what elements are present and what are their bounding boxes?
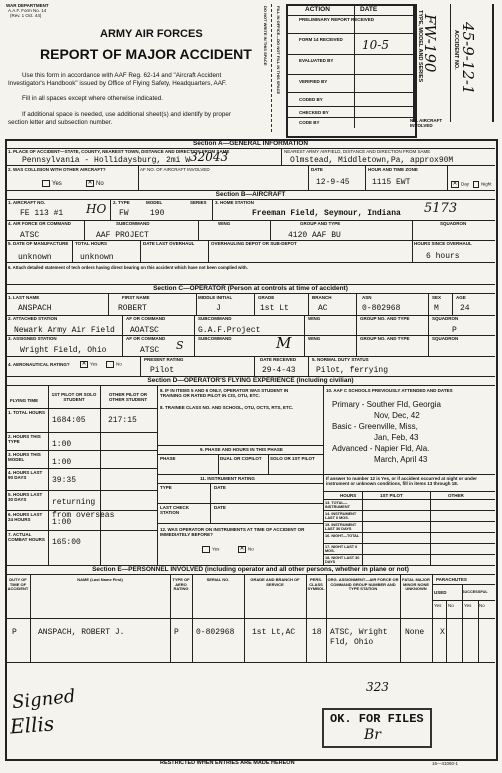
parachute-success-no: No [479,603,485,608]
school-entry: Jan, Feb, 43 [374,433,419,442]
branch-value: AC [318,304,328,313]
grade-value: 1st Lt [260,304,289,313]
night-option [471,181,492,188]
accident-date-value: 12-9-45 [316,178,350,187]
action-row-form14: FORM 14 RECEIVED [299,37,343,42]
age-value: 24 [460,304,470,313]
middle-initial-value: J [216,304,221,313]
handwritten-ho: HO [86,202,107,216]
footer-code: 16—41060-1 [432,761,459,766]
last-name-value: ANSPACH [18,304,52,313]
date-label: DATE [311,167,323,172]
model-value: 190 [150,209,165,218]
air-force-value: ATSC [20,231,40,240]
sex-value: M [434,304,439,313]
parachute-used-yes: Yes [434,603,442,608]
personnel-col-header: PERS. CLASS SYMBOL [307,577,325,592]
section-d-heading: Section D—OPERATOR'S FLYING EXPERIENCE (Including civilian) [147,377,354,384]
date-col-header: DATE [360,6,378,13]
form-title: REPORT OF MAJOR ACCIDENT [40,46,252,62]
q12-no [236,546,254,553]
attached-squadron-value: P [452,326,457,335]
personnel-duty: P [12,628,17,637]
present-rating-value: Pilot [150,366,175,375]
hours-since-overhaul-value: 6 hours [426,252,460,261]
q11-label: 11. INSTRUMENT RATING [200,476,255,481]
place-of-accident-value: Pennsylvania - Hollidaysburg, 2mi W [22,156,191,165]
personnel-col-header: FATAL MAJOR MINOR NONE UNKNOWN [402,577,430,592]
flying-row-label: 3. HOURS THIS MODEL [8,452,41,462]
handwritten-type-model: FW-190 [421,14,439,73]
home-station-label: 3. HOME STATION [215,200,254,205]
school-entry: Nov, Dec, 42 [374,411,420,420]
home-station-value: Freeman Field, Seymour, Indiana [252,209,401,218]
date-manufacture-label: 5. DATE OF MANUFACTURE [8,241,69,246]
flying-row-label: 4. HOURS LAST 90 DAYS [8,470,43,480]
other-pilot-header: OTHER PILOT OR OTHER STUDENT [108,392,148,402]
q12-label: 12. WAS OPERATOR ON INSTRUMENTS AT TIME OF ACCIDENT OR IMMEDIATELY BEFORE? [160,527,305,537]
section-b-heading: Section B—AIRCRAFT [215,191,286,198]
aero-rating-no [104,361,122,368]
q12-yes-label: Yes [212,546,220,552]
attached-station-value: Newark Army Air Field [14,326,115,335]
q13-other-label: OTHER [448,493,464,498]
action-row-checked: CHECKED BY [299,110,329,115]
grade-label: GRADE [258,295,275,300]
instruction-5: section letter and subsection number. [8,119,113,126]
section-a-heading: Section A—GENERAL INFORMATION [192,140,309,147]
q11-check-date-label: DATE [214,505,226,510]
attached-af-label: AF OR COMMAND [126,316,166,321]
series-label: SERIES [190,200,207,205]
assigned-wing-label: WING [308,336,321,341]
night-label: Night [481,181,492,187]
air-force-label: 4. AIR FORCE OR COMMAND [8,221,71,226]
attached-af-value: AOATSC [130,326,159,335]
q9-label: 9. PHASE AND HOURS IN THIS PHASE [200,447,283,452]
attached-subcommand-label: SUBCOMMAND [198,316,232,321]
instrument-night-row-label: 16. NIGHT—TOTAL [325,534,360,538]
office-note: FILL IN OFFICE—DO NOT FILL IN THIS SPACE [276,6,281,95]
personnel-col-header: NAME (Last Name First) [77,577,123,582]
collision-yes [40,180,62,188]
squadron-label: SQUADRON [440,221,467,226]
first-name-label: FIRST NAME [122,295,150,300]
dept-label: WAR DEPARTMENT [6,3,49,8]
org-title: ARMY AIR FORCES [100,28,203,40]
personnel-org-2: Fld, Ohio [330,638,374,647]
collision-no-label: No [96,181,104,188]
instrument-night-row-label: 14. INSTRUMENT LAST 6 MOS. [325,512,357,520]
action-row-evaluated: EVALUATED BY [299,58,334,63]
asn-label: ASN [362,295,372,300]
date-manufacture-value: unknown [18,253,52,262]
instrument-night-row-label: 13. TOTAL—INSTRUMENT [325,501,350,509]
q10-label: 10. AAF C SCHOOLS PREVIOUSLY ATTENDED AND DATES [326,388,453,393]
handwritten-mark-m: M [276,334,292,352]
flying-row-first-pilot: 1:00 [52,518,72,527]
section-c-heading: Section C—OPERATOR (Person at controls at time of accident) [153,285,348,292]
assigned-af-label: AF OR COMMAND [126,336,166,341]
ok-for-files-stamp [322,708,432,748]
restricted-footer: RESTRICTED WHEN ENTRIES ARE MADE HEREON [160,760,295,766]
action-col-header: ACTION [305,6,330,13]
q11-type-label: TYPE [160,485,172,490]
instruction-3: Fill in all spaces except where otherwise indicated. [22,95,164,102]
personnel-serial: 0-802968 [196,628,235,637]
flying-row-label: 6. HOURS LAST 24 HOURS [8,512,43,522]
personnel-org-1: ATSC, Wright [330,628,388,637]
normal-duty-label: 5. NORMAL DUTY STATUS [312,357,369,362]
hour-time-zone-value: 1115 EWT [372,178,411,187]
flying-row-label: 2. HOURS THIS TYPE [8,434,41,444]
af-no-involved-label: AF NO. OF AIRCRAFT INVOLVED [140,167,210,172]
action-col-divider [354,4,355,128]
collision-yes-checkbox[interactable] [42,180,50,187]
personnel-rating: P [174,628,179,637]
total-hours-value: unknown [80,253,114,262]
tech-orders-note: 6. Attach detailed statement of tech orders having direct bearing on this accident which have not been complied with. [8,265,248,270]
q13-hours-label: HOURS [340,493,357,498]
handwritten-signature-1: Signed [11,685,77,714]
first-name-value: ROBERT [118,304,147,313]
personnel-col-header: SERIAL NO. [206,577,230,582]
attached-wing-label: WING [308,316,321,321]
instruction-1: Use this form in accordance with AAF Reg. 62-14 and "Aircraft Accident [22,72,222,79]
assigned-station-value: Wright Field, Ohio [20,346,107,355]
instrument-night-row-label: 15. INSTRUMENT LAST 30 DAYS [325,523,357,531]
aero-rating-yes [78,361,97,368]
q11-date-label: DATE [214,485,226,490]
personnel-parachute-used: X [440,628,445,637]
form-revision: (Rev. 1 Oct. 44) [10,13,42,18]
parachute-success-yes: Yes [464,603,472,608]
instrument-night-row-label: 18. NIGHT LAST 30 DAYS [325,556,360,564]
overseas-note: from overseas [52,511,115,520]
aero-rating-no-checkbox[interactable] [106,361,114,368]
total-hours-label: TOTAL HOURS [75,241,108,246]
flying-time-header: FLYING TIME [10,398,39,403]
day-option [449,181,469,188]
q12-no-checkbox[interactable]: ✕ [239,546,245,552]
flying-row-label: 5. HOURS LAST 30 DAYS [8,492,43,502]
personnel-grade: 1st Lt,AC [252,628,296,637]
assigned-af-value: ATSC [140,346,160,355]
q12-yes-checkbox[interactable] [202,546,210,553]
overhaul-depot-label: OVERHAULING DEPOT OR SUB-DEPOT [211,241,297,246]
flying-row-first-pilot: returning [52,498,96,507]
asn-value: 0-802968 [362,304,401,313]
collision-no-checkbox[interactable]: ✕ [87,180,93,186]
handwritten-station-no: 5173 [424,201,458,216]
action-row-coded: CODED BY [299,97,323,102]
collision-label: 2. WAS COLLISION WITH OTHER AIRCRAFT? [8,167,106,172]
parachutes-header: PARACHUTES [436,577,467,582]
last-overhaul-label: DATE LAST OVERHAUL [143,241,195,246]
personnel-name: ANSPACH, ROBERT J. [38,628,125,637]
assigned-station-label: 3. ASSIGNED STATION [8,336,57,341]
q13-note: If answer to number 12 is Yes, or if accident occurred at night or under instrument or unknown conditions, fill in items 13 through 18. [326,476,477,486]
assigned-group-label: GROUP NO. AND TYPE [360,336,410,341]
subcommand-value: AAF PROJECT [96,231,149,240]
stamp-text: OK. FOR FILES [330,712,424,726]
collision-no [84,180,104,188]
handwritten-number-a: 32043 [190,150,229,164]
instruction-2: Investigator's Handbook" issued by Office of Flying Safety, Headquarters, AAF. [8,80,227,87]
flying-row-first-pilot: 39:35 [52,476,77,485]
attached-squadron-label: SQUADRON [432,316,459,321]
form-number: A.A.F. Form No. 14 [8,8,47,13]
assigned-squadron-label: SQUADRON [432,336,459,341]
flying-row-label: 7. ACTUAL COMBAT HOURS [8,532,45,542]
stamp-initials: Br [364,727,381,743]
parachute-used-no: No [448,603,454,608]
branch-label: BRANCH [312,295,332,300]
q8-label: 8. IF IN ITEMS 5 AND 6 ONLY, OPERATOR WAS STUDENT IN TRAINING OR RATED PILOT IN CIS, OTU, ETC. [160,388,289,398]
date-received-label: DATE RECEIVED [260,357,297,362]
flying-row-first-pilot: 1:00 [52,458,72,467]
q9-phase-label: PHASE [160,456,176,461]
margin-note: DO NOT WRITE IN THIS SPACE [263,6,268,66]
q8-trainee-label: 8. TRAINEE CLASS NO. AND SCHOOL, OTU, OCTS, RTS, ETC. [160,405,294,410]
last-name-label: 1. LAST NAME [8,295,40,300]
model-label: MODEL [146,200,163,205]
flying-row-first-pilot: 1:00 [52,440,72,449]
age-label: AGE [456,295,466,300]
nearest-airfield-value: Olmstead, Middletown,Pa, approx90M [290,156,454,165]
assigned-subcommand-label: SUBCOMMAND [198,336,232,341]
attached-group-label: GROUP NO. AND TYPE [360,316,410,321]
aircraft-no-value: FE 113 #1 [20,209,64,218]
night-checkbox[interactable] [473,181,479,188]
school-entry: Basic - Greenville, Miss, [332,422,418,431]
normal-duty-value: Pilot, ferrying [316,366,389,375]
flying-row-other-pilot: 217:15 [108,416,137,425]
instrument-night-row-label: 17. NIGHT LAST 6 MOS. [325,545,358,553]
parachute-successful-header: SUCCESSFUL [462,590,488,594]
personnel-col-header: GRADE AND BRANCH OF SERVICE [250,577,300,587]
personnel-injury: None [405,628,425,637]
q9-solo-label: SOLO OR 1ST PILOT [270,456,315,461]
group-type-label: GROUP AND TYPE [300,221,341,226]
date-received-value: 29-4-43 [262,366,296,375]
attached-station-label: 2. ATTACHED STATION [8,316,58,321]
aero-rating-label: 4. AERONAUTICAL RATING? [8,362,70,367]
present-rating-label: PRESENT RATING [144,357,184,362]
school-entry: Advanced - Napier Fld, Ala. [332,444,430,453]
place-of-accident-label: 1. PLACE OF ACCIDENT—STATE, COUNTY, NEAREST TOWN, DISTANCE AND DIRECTION FROM SAME [8,149,230,154]
day-label: Day [461,181,470,187]
aero-rating-no-label: No [116,361,122,367]
first-pilot-header: 1ST PILOT OR SOLO STUDENT [51,392,97,402]
flying-row-first-pilot: 165:00 [52,538,81,547]
aero-rating-yes-label: Yes [90,361,98,367]
section-e-heading: Section E—PERSONNEL INVOLVED (including operator and all other persons, whether in plane or not) [92,566,409,573]
school-entry: March, April 43 [374,455,428,464]
parachute-used-header: USED [434,590,447,595]
handwritten-signature-2: Ellis [9,711,55,739]
personnel-col-header: TYPE OF AERO RATING [172,577,190,592]
form14-received-date: 10-5 [362,38,389,52]
handwritten-mark-af: S [176,339,184,352]
day-checkbox[interactable]: ✕ [452,181,458,187]
school-entry: Primary - Souther Fld, Georgia [332,400,441,409]
aircraft-no-label: 1. AIRCRAFT NO. [8,200,46,205]
handwritten-accident-no: 45-9-12-1 [459,22,477,95]
side-label-accident-no: ACCIDENT NO. [453,30,459,70]
handwritten-number-323: 323 [366,680,389,694]
margin-divider [271,4,272,132]
instruction-4: If additional space is needed, use additional sheet(s) and identify by proper [22,111,231,118]
flying-row-label: 1. TOTAL HOURS [8,410,46,415]
flying-row-first-pilot: 1684:05 [52,416,86,425]
side-label-type-model: TYPE, MODEL AND SERIES [417,10,423,83]
action-row-verified: VERIFIED BY [299,79,328,84]
group-type-value: 4120 AAF BU [288,231,341,240]
subcommand-label: SUBCOMMAND [116,221,150,226]
q9-dual-label: DUAL OR COPILOT [220,456,262,461]
action-row-code: CODE BY [299,120,320,125]
hour-time-zone-label: HOUR AND TIME ZONE [368,167,418,172]
aircraft-involved-label: NO. AIRCRAFT INVOLVED [410,118,443,128]
type-label: 2. TYPE [113,200,130,205]
q11-last-check-label: LAST CHECK STATION [160,505,189,515]
personnel-class: 18 [312,628,322,637]
middle-initial-label: MIDDLE INITIAL [198,295,233,300]
q12-yes [200,546,219,553]
personnel-col-header: ORG. ASSIGNMENT—AIR FORCE OR COMMAND GROUP NUMBER AND TYPE STATION [327,577,399,592]
q12-no-label: No [248,546,254,552]
wing-label: WING [218,221,231,226]
attached-subcommand-value: G.A.F.Project [198,326,261,335]
type-value: FW [119,209,129,218]
nearest-airfield-label: NEAREST ARMY AIRFIELD, DISTANCE AND DIRECTION FROM SAME [284,149,431,154]
action-row-prelim: PRELIMINARY REPORT RECEIVED [299,17,375,22]
aero-rating-yes-checkbox[interactable]: ✕ [81,361,87,367]
personnel-col-header: DUTY OF TIME OF ACCIDENT [7,577,29,592]
sex-label: SEX [432,295,442,300]
hours-since-overhaul-label: HOURS SINCE OVERHAUL [414,241,472,246]
collision-yes-label: Yes [52,181,62,188]
q13-first-pilot-label: 1ST PILOT [380,493,403,498]
